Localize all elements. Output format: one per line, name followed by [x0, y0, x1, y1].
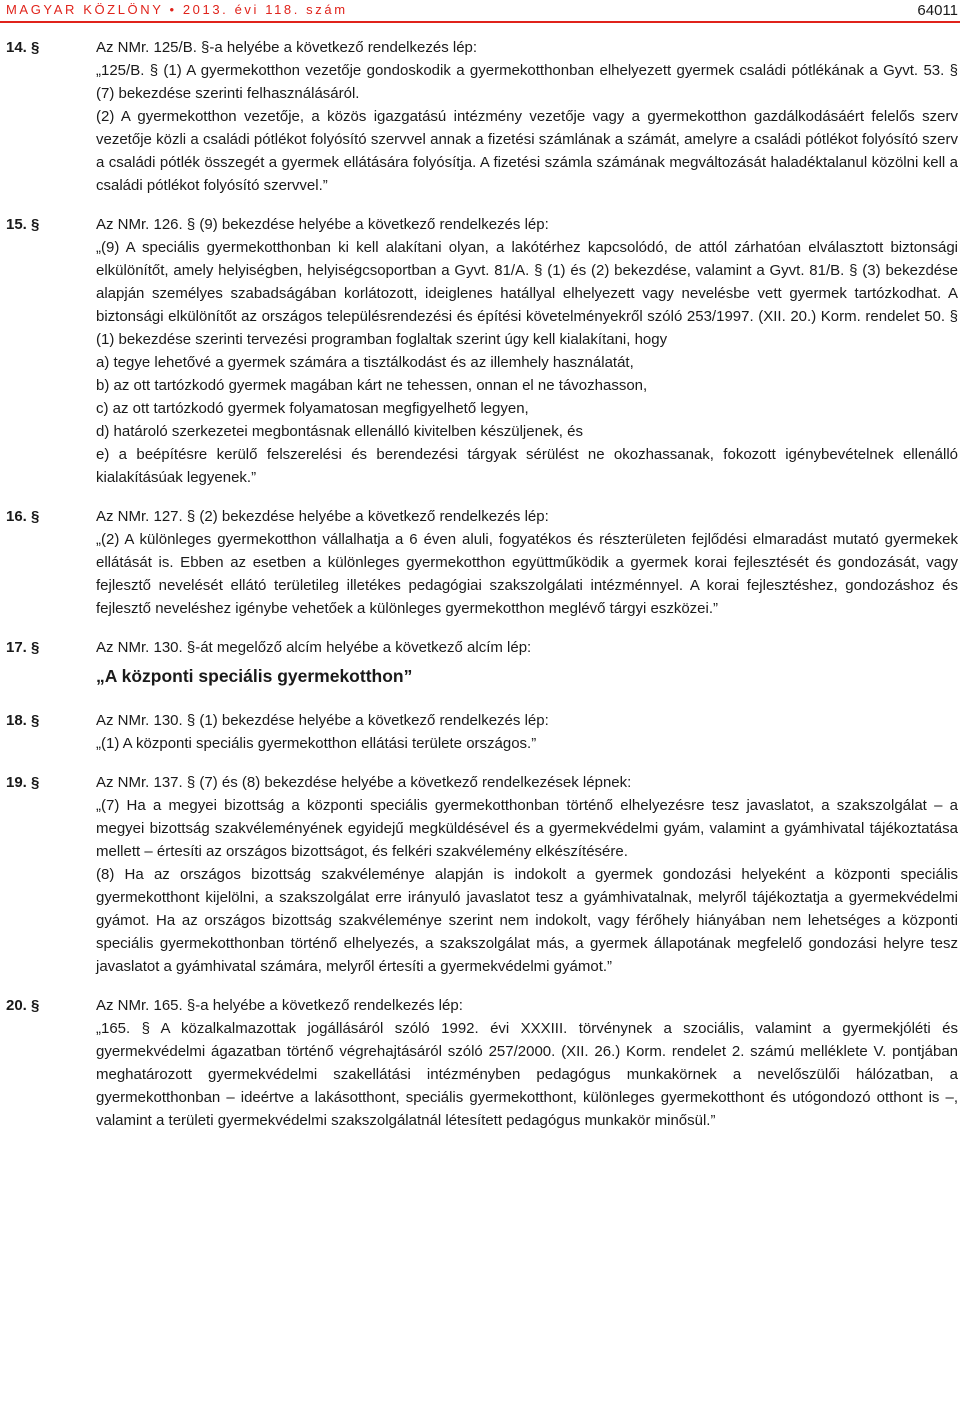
section-3 — [0, 505, 960, 620]
section-2 — [0, 213, 960, 489]
amendment-intro: Az NMr. 165. §-a helyébe a következő rendelkezés lép: — [96, 997, 463, 1014]
header-rule — [0, 21, 960, 23]
section-text — [96, 709, 958, 755]
amendment-intro: Az NMr. 127. § (2) bekezdése helyébe a következő rendelkezés lép: — [96, 508, 549, 525]
amendment-paragraph: „(1) A központi speciális gyermekotthon ellátási területe országos.” — [96, 735, 537, 752]
section-number: 16. § — [6, 508, 40, 525]
section-4 — [0, 636, 960, 693]
section-text — [96, 636, 958, 693]
amendment-paragraph: „125/B. § (1) A gyermekotthon vezetője gondoskodik a gyermekotthonban elhelyezett gyermek családi pótlékának a Gyvt. 53. § (7) bekezdése szerinti felhasználásáról. — [96, 62, 958, 102]
section-text — [96, 994, 958, 1132]
section-number: 15. § — [6, 216, 40, 233]
amendment-intro: Az NMr. 130. § (1) bekezdése helyébe a következő rendelkezés lép: — [96, 712, 549, 729]
section-text — [96, 213, 958, 489]
amendment-paragraph: d) határoló szerkezetei megbontásnak ellenálló kivitelben készüljenek, és — [96, 423, 583, 440]
section-text — [96, 36, 958, 197]
amendment-paragraph: c) az ott tartózkodó gyermek folyamatosan megfigyelhető legyen, — [96, 400, 529, 417]
section-7 — [0, 994, 960, 1132]
journal-title: MAGYAR KÖZLÖNY • 2013. évi 118. szám — [6, 2, 348, 17]
amendment-intro: Az NMr. 125/B. §-a helyébe a következő rendelkezés lép: — [96, 39, 478, 56]
amendment-paragraph: (2) A gyermekotthon vezetője, a közös igazgatású intézmény vezetője vagy a gyermekotthon gazdálkodásáért felelős szerv vezetője közli a családi pótlékot folyósító szervvel annak a fizetési számlának a számát, amelyre a családi pótlékot folyósító szerv a családi pótlék összegét a gyermek ellátására folyósítja. A fizetési számla számának megváltozását haladéktalanul közölni kell a családi pótlékot folyósító szervvel.” — [96, 108, 958, 194]
amendment-paragraph: „165. § A közalkalmazottak jogállásáról szóló 1992. évi XXXIII. törvénynek a szociális, valamint a gyermekjóléti és gyermekvédelmi ágazatban történő végrehajtásáról szóló 257/2000. (XII. 26.) Korm. rendelet 2. számú melléklete V. pontjában meghatározott gyermekvédelmi szakellátási intézményben pedagógus munkakörnek a nevelőszülői hálózatban, a gyermekotthonban – ideértve a lakásotthont, speciális gyermekotthont, különleges gyermekotthont és utógondozó otthont is –, valamint a területi gyermekvédelmi szakszolgálatnál létesített pedagógus munkakör minősül.” — [96, 1020, 958, 1129]
section-number: 17. § — [6, 639, 40, 656]
amendment-paragraph: b) az ott tartózkodó gyermek magában kárt ne tehessen, onnan el ne távozhasson, — [96, 377, 648, 394]
subheading: „A központi speciális gyermekotthon” — [96, 666, 413, 686]
section-5 — [0, 709, 960, 755]
section-1 — [0, 36, 960, 197]
amendment-paragraph: (8) Ha az országos bizottság szakvéleménye alapján is indokolt a gyermek gondozási helyeként a központi speciális gyermekotthont kijelölni, a szakszolgálat erre irányuló javaslatot tesz a gyámhivatalnak, melyről tájékoztatja a gyermekvédelmi gyámot. Ha az országos bizottság szakvéleménye szerint nem indokolt, vagy férőhely hiányában nem lehetséges a központi speciális gyermekotthonban történő elhelyezés, a szakszolgálat más, a gyermek állapotának megfelelő gondozási helyre tesz javaslatot a gyámhivatal számára, melyről értesíti a gyermekvédelmi gyámot.” — [96, 866, 958, 975]
amendment-intro: Az NMr. 126. § (9) bekezdése helyébe a következő rendelkezés lép: — [96, 216, 549, 233]
section-number: 14. § — [6, 39, 40, 56]
document-body — [0, 36, 960, 1148]
amendment-paragraph: e) a beépítésre kerülő felszerelési és berendezési tárgyak sérülést ne okozhassanak, fokozott igénybevételnek ellenálló kialakításúak legyenek.” — [96, 446, 958, 486]
amendment-paragraph: „(2) A különleges gyermekotthon vállalhatja a 6 éven aluli, fogyatékos és részterületen fejlődési elmaradást mutató gyermekek ellátását is. Ebben az esetben a különleges gyermekotthon együttműködik a gyermek korai fejlesztését és gondozását, vagy fejlesztő nevelését ellátó területileg illetékes pedagógiai szakszolgálati intézménnyel. A korai fejlesztéshez, gondozáshoz és fejlesztő neveléshez igénybe vehetőek a különleges gyermekotthon meglévő tárgyi eszközei.” — [96, 531, 958, 617]
page-header — [0, 0, 960, 22]
section-text — [96, 771, 958, 978]
amendment-paragraph: a) tegye lehetővé a gyermek számára a tisztálkodást és az illemhely használatát, — [96, 354, 634, 371]
section-number: 20. § — [6, 997, 40, 1014]
section-number: 18. § — [6, 712, 40, 729]
amendment-intro: Az NMr. 130. §-át megelőző alcím helyébe a következő alcím lép: — [96, 639, 532, 656]
section-text — [96, 505, 958, 620]
amendment-paragraph: „(7) Ha a megyei bizottság a központi speciális gyermekotthonban történő elhelyezésre tesz javaslatot, a szakszolgálat – a megyei bizottság szakvéleményének egyidejű megküldésével és a gyermekvédelmi gyám, valamint a gyámhivatal tájékoztatása mellett – értesíti az országos bizottságot, és felkéri szakvélemény elkészítésére. — [96, 797, 958, 860]
amendment-intro: Az NMr. 137. § (7) és (8) bekezdése helyébe a következő rendelkezések lépnek: — [96, 774, 632, 791]
section-6 — [0, 771, 960, 978]
page-number: 64011 — [917, 2, 958, 19]
section-number: 19. § — [6, 774, 40, 791]
amendment-paragraph: „(9) A speciális gyermekotthonban ki kell alakítani olyan, a lakótérhez kapcsolódó, de attól zárhatóan elválasztott biztonsági elkülönítőt, amely helyiségben, helyiségcsoportban a Gyvt. 81/A. § (1) és (2) bekezdése, valamint a Gyvt. 81/B. § (3) bekezdése alapján személyes szabadságában korlátozott, ideiglenes hatállyal elhelyezett vagy nevelésbe vett gyermek tartózkodhat. A biztonsági elkülönítőt az országos településrendezési és építési követelményekről szóló 253/1997. (XII. 20.) Korm. rendelet 50. § (1) bekezdése szerinti tervezési programban foglaltak szerint úgy kell kialakítani, hogy — [96, 239, 958, 348]
